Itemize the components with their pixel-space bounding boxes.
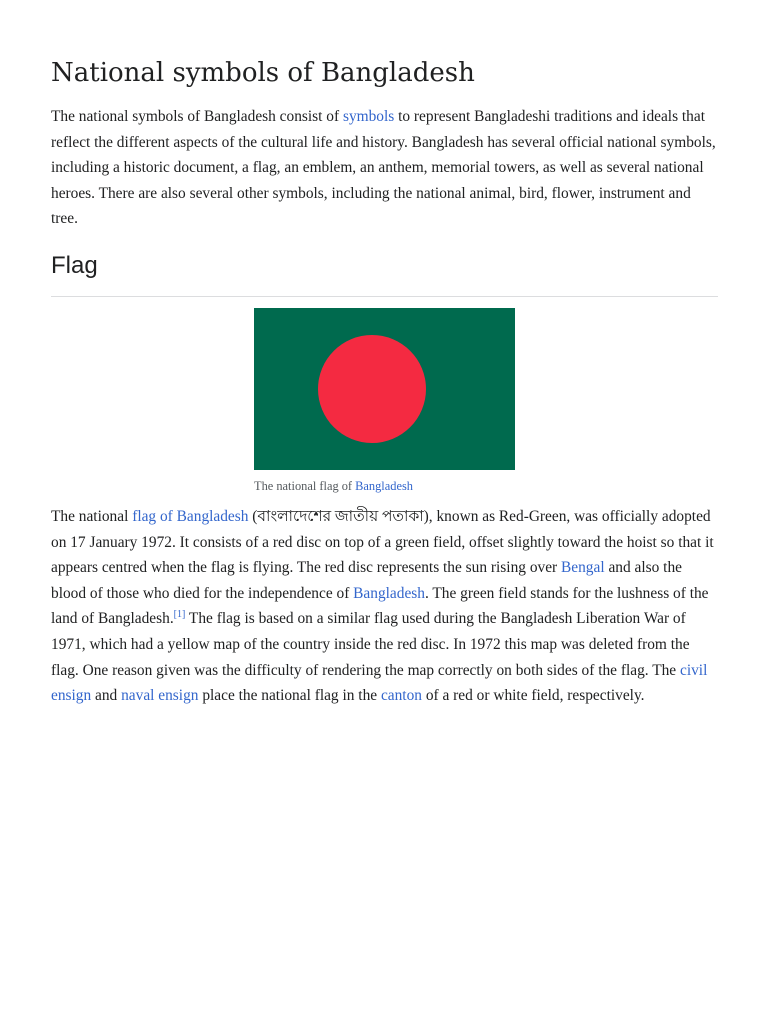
page-title: National symbols of Bangladesh [51, 58, 475, 88]
flag-section-heading: Flag [51, 252, 98, 279]
flag-text-8: of a red or white field, respectively. [421, 687, 645, 705]
flag-of-bangladesh-link[interactable]: flag of Bangladesh [132, 508, 249, 525]
reference-1-link[interactable]: [1] [173, 609, 186, 621]
bengal-link[interactable]: Bengal [561, 559, 605, 577]
caption-text: The national flag of [254, 479, 356, 493]
intro-text-2: to represent Bangladeshi traditions and ideals that reflect the different aspects of the cultural life and history. Bangladesh has several official national symbols, including a historic document, a flag, an emblem, an anthem, memorial towers, as well as several national heroes. There are also several other symbols, including the national animal, bird, flower, instrument and tree. [51, 108, 716, 228]
flag-text-7: place the national flag in the [198, 687, 381, 705]
flag-paragraph [51, 504, 718, 709]
intro-paragraph [51, 104, 718, 232]
bangladesh-flag-image[interactable] [254, 308, 515, 470]
flag-red-disc [318, 335, 426, 443]
flag-text-3: and also the blood of those who died for the independence of [51, 559, 682, 602]
naval-ensign-link[interactable]: naval ensign [121, 687, 199, 705]
intro-text-1: The national symbols of Bangladesh consist of [51, 108, 343, 125]
flag-text-5: The flag is based on a similar flag used during the Bangladesh Liberation War of 1971, which had a yellow map of the country inside the red disc. In 1972 this map was deleted from the flag. One reason given was the difficulty of rendering the map correctly on both sides of the flag. The [51, 610, 690, 679]
flag-text-1: The national [51, 508, 133, 525]
canton-link[interactable]: canton [380, 687, 422, 705]
section-divider [51, 296, 718, 297]
flag-text-4: . The green field stands for the lushness of the land of Bangladesh. [51, 584, 709, 628]
flag-text-6: and [91, 687, 122, 705]
flag-text-2: (বাংলাদেশের জাতীয় পতাকা), known as Red-Green, was officially adopted on 17 January 1972. It consists of a red disc on top of a green field, offset slightly toward the hoist so that it appears centred when the flag is flying. The red disc represents the sun rising over [51, 508, 714, 577]
flag-caption [254, 478, 516, 494]
flag-figure [254, 308, 516, 494]
symbols-link[interactable]: symbols [342, 108, 395, 125]
caption-bangladesh-link[interactable]: Bangladesh [355, 479, 413, 493]
civil-ensign-link[interactable]: civil ensign [51, 661, 708, 705]
flag-graphic [254, 308, 515, 470]
bangladesh-link[interactable]: Bangladesh [353, 584, 425, 602]
